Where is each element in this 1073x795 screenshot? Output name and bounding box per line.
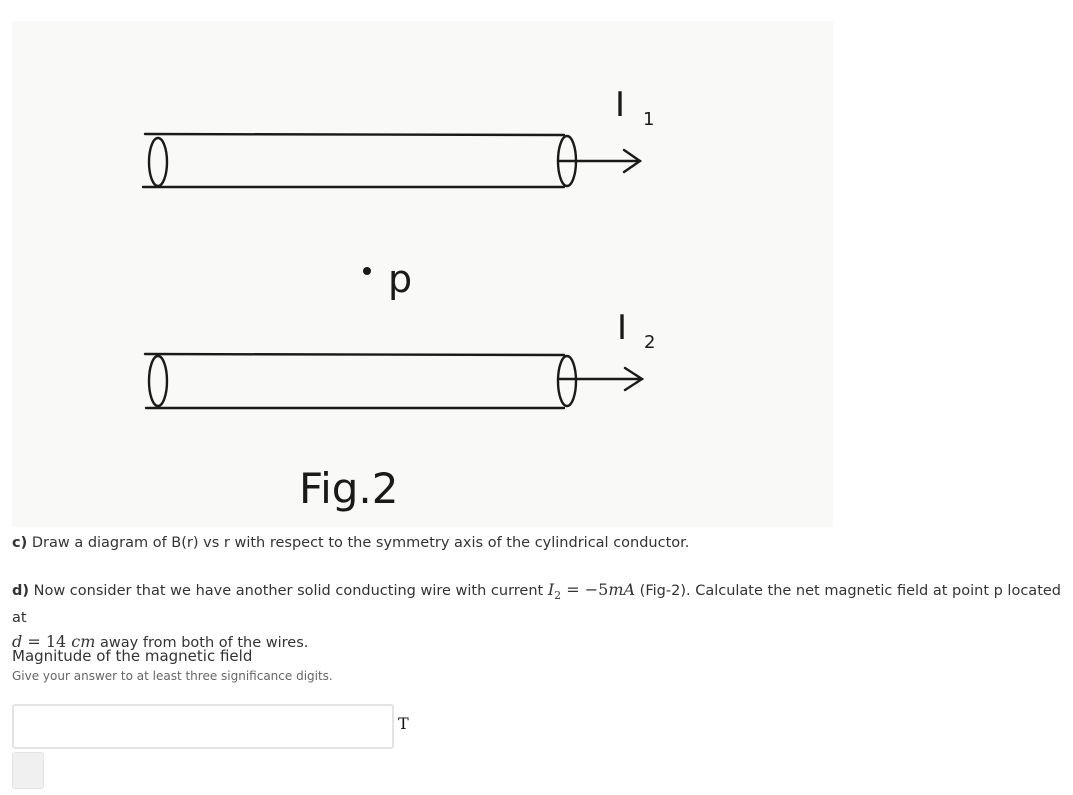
part-d-body-start: Now consider that we have another solid conducting wire with current [29,583,548,599]
submit-button[interactable] [12,752,44,789]
current-2-label: I [617,308,628,348]
current-subscript: 2 [554,589,562,603]
part-d-text [12,578,1070,655]
figure-caption: Fig.2 [299,464,399,513]
part-d-tag: d) [12,583,30,599]
part-c-body: Draw a diagram of B(r) vs r with respect to the symmetry axis of the cylindrical conductor. [27,535,690,551]
magnitude-answer-input[interactable] [12,704,394,749]
current-1-arrow [558,150,640,172]
answer-unit: T [398,714,409,733]
point-p-dot [363,267,371,275]
current-var: I [547,580,555,599]
current-1-label: I [615,85,626,125]
wire-2 [145,354,576,408]
part-d-body-end: away from both of the wires. [95,635,309,652]
current-value: = −5 [561,580,609,599]
distance-value: = 14 [22,632,67,652]
figure-2 [12,21,833,527]
distance-unit: cm [71,632,96,652]
part-c-tag: c) [12,535,28,551]
current-unit: mA [608,580,636,599]
wire-1 [143,134,576,187]
answer-label: Magnitude of the magnetic field [12,647,253,665]
part-d-body-mid: (Fig-2). Calculate the net magnetic field at point p located at [12,583,1062,627]
distance-var: d [12,632,23,652]
two-wires-diagram [12,21,833,527]
point-p-label: p [388,257,413,301]
current-1-subscript: 1 [643,109,655,130]
part-c-text [12,532,689,555]
current-equation [547,580,636,603]
current-2-subscript: 2 [644,332,656,353]
answer-hint: Give your answer to at least three significance digits. [12,669,333,683]
current-2-arrow [558,368,642,390]
